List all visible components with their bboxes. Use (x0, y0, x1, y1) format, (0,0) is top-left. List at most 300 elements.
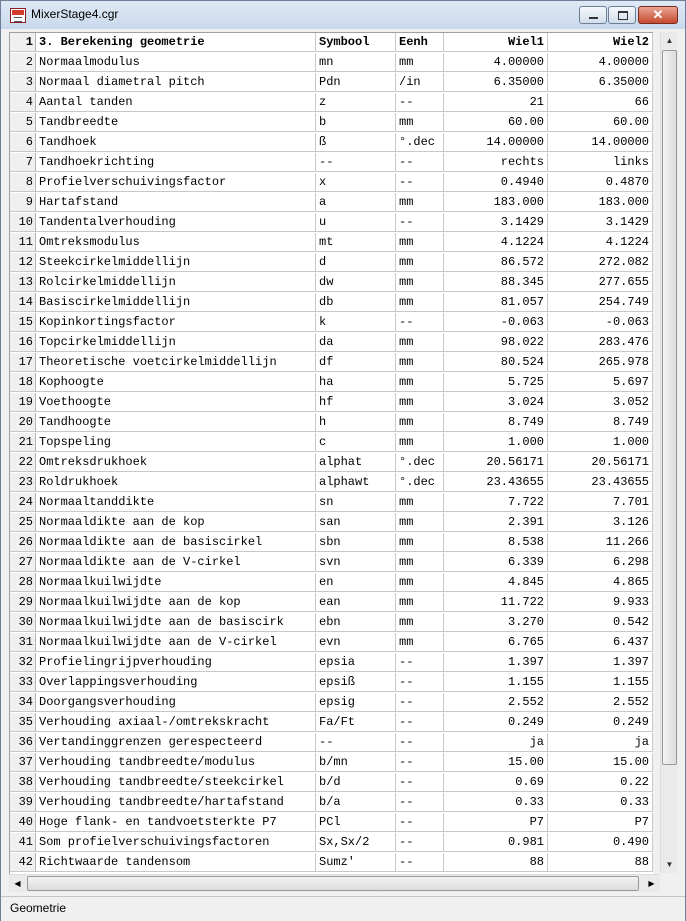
cell-unit[interactable]: mm (396, 533, 444, 552)
cell-wiel1[interactable]: 0.981 (444, 833, 548, 852)
cell-unit[interactable]: mm (396, 353, 444, 372)
data-grid[interactable] (9, 32, 653, 874)
header-unit[interactable]: Eenh (396, 33, 444, 52)
cell-wiel2[interactable]: 66 (548, 93, 653, 112)
cell-description[interactable]: Verhouding tandbreedte/hartafstand (36, 793, 316, 812)
arrow-left-icon[interactable]: ◀ (14, 879, 21, 888)
cell-symbol[interactable]: h (316, 413, 396, 432)
row-number[interactable]: 39 (10, 793, 36, 812)
cell-wiel1[interactable]: 81.057 (444, 293, 548, 312)
cell-unit[interactable]: -- (396, 713, 444, 732)
cell-symbol[interactable]: ha (316, 373, 396, 392)
cell-wiel2[interactable]: 277.655 (548, 273, 653, 292)
cell-unit[interactable]: mm (396, 193, 444, 212)
cell-description[interactable]: Topcirkelmiddellijn (36, 333, 316, 352)
row-number[interactable]: 24 (10, 493, 36, 512)
cell-description[interactable]: Overlappingsverhouding (36, 673, 316, 692)
cell-description[interactable]: Tandentalverhouding (36, 213, 316, 232)
cell-symbol[interactable]: ß (316, 133, 396, 152)
cell-symbol[interactable]: en (316, 573, 396, 592)
table-row[interactable] (10, 793, 653, 813)
cell-wiel1[interactable]: 20.56171 (444, 453, 548, 472)
cell-wiel1[interactable]: 5.725 (444, 373, 548, 392)
cell-wiel2[interactable]: 60.00 (548, 113, 653, 132)
cell-description[interactable]: Vertandinggrenzen gerespecteerd (36, 733, 316, 752)
cell-description[interactable]: Som profielverschuivingsfactoren (36, 833, 316, 852)
cell-wiel1[interactable]: 0.4940 (444, 173, 548, 192)
cell-wiel2[interactable]: links (548, 153, 653, 172)
title-bar[interactable] (1, 1, 685, 29)
cell-unit[interactable]: mm (396, 613, 444, 632)
cell-wiel2[interactable]: 1.155 (548, 673, 653, 692)
cell-symbol[interactable]: Sumz' (316, 853, 396, 872)
cell-description[interactable]: Normaaltanddikte (36, 493, 316, 512)
cell-unit[interactable]: mm (396, 413, 444, 432)
cell-wiel1[interactable]: 3.1429 (444, 213, 548, 232)
cell-description[interactable]: Normaalkuilwijdte aan de kop (36, 593, 316, 612)
cell-wiel2[interactable]: 0.22 (548, 773, 653, 792)
table-row[interactable] (10, 133, 653, 153)
cell-wiel1[interactable]: 3.024 (444, 393, 548, 412)
table-row[interactable] (10, 633, 653, 653)
cell-wiel2[interactable]: 6.298 (548, 553, 653, 572)
cell-description[interactable]: Omtreksmodulus (36, 233, 316, 252)
row-number[interactable]: 21 (10, 433, 36, 452)
cell-wiel2[interactable]: 4.1224 (548, 233, 653, 252)
table-row[interactable] (10, 373, 653, 393)
table-row[interactable] (10, 253, 653, 273)
cell-description[interactable]: Kophoogte (36, 373, 316, 392)
cell-symbol[interactable]: hf (316, 393, 396, 412)
cell-wiel2[interactable]: 1.000 (548, 433, 653, 452)
row-number[interactable]: 19 (10, 393, 36, 412)
cell-description[interactable]: Profielingrijpverhouding (36, 653, 316, 672)
vertical-scrollbar[interactable] (660, 32, 678, 873)
cell-wiel2[interactable]: 183.000 (548, 193, 653, 212)
cell-wiel2[interactable]: 14.00000 (548, 133, 653, 152)
cell-description[interactable]: Tandhoogte (36, 413, 316, 432)
cell-description[interactable]: Normaalkuilwijdte aan de basiscirk (36, 613, 316, 632)
cell-description[interactable]: Rolcirkelmiddellijn (36, 273, 316, 292)
cell-wiel1[interactable]: 1.155 (444, 673, 548, 692)
cell-wiel1[interactable]: rechts (444, 153, 548, 172)
cell-symbol[interactable]: ebn (316, 613, 396, 632)
row-number[interactable]: 27 (10, 553, 36, 572)
cell-wiel2[interactable]: 272.082 (548, 253, 653, 272)
cell-symbol[interactable]: b/d (316, 773, 396, 792)
spreadsheet-app-icon[interactable] (10, 8, 26, 23)
cell-wiel2[interactable]: 283.476 (548, 333, 653, 352)
cell-wiel2[interactable]: 9.933 (548, 593, 653, 612)
cell-description[interactable]: Verhouding axiaal-/omtrekskracht (36, 713, 316, 732)
cell-wiel1[interactable]: 183.000 (444, 193, 548, 212)
cell-symbol[interactable]: x (316, 173, 396, 192)
cell-wiel1[interactable]: 98.022 (444, 333, 548, 352)
table-row[interactable] (10, 393, 653, 413)
cell-wiel1[interactable]: 88 (444, 853, 548, 872)
cell-wiel2[interactable]: 3.052 (548, 393, 653, 412)
cell-description[interactable]: Normaaldikte aan de basiscirkel (36, 533, 316, 552)
cell-wiel1[interactable]: -0.063 (444, 313, 548, 332)
cell-description[interactable]: Basiscirkelmiddellijn (36, 293, 316, 312)
cell-symbol[interactable]: san (316, 513, 396, 532)
cell-description[interactable]: Tandbreedte (36, 113, 316, 132)
cell-wiel1[interactable]: 1.397 (444, 653, 548, 672)
cell-unit[interactable]: mm (396, 293, 444, 312)
cell-wiel2[interactable]: 0.542 (548, 613, 653, 632)
cell-wiel2[interactable]: ja (548, 733, 653, 752)
cell-description[interactable]: Voethoogte (36, 393, 316, 412)
row-number[interactable]: 37 (10, 753, 36, 772)
cell-symbol[interactable]: epsia (316, 653, 396, 672)
cell-unit[interactable]: mm (396, 253, 444, 272)
cell-description[interactable]: Aantal tanden (36, 93, 316, 112)
cell-unit[interactable]: mm (396, 593, 444, 612)
cell-symbol[interactable]: PCl (316, 813, 396, 832)
cell-description[interactable]: Kopinkortingsfactor (36, 313, 316, 332)
cell-wiel1[interactable]: 6.35000 (444, 73, 548, 92)
cell-description[interactable]: Normaalkuilwijdte (36, 573, 316, 592)
cell-symbol[interactable]: epsiß (316, 673, 396, 692)
cell-symbol[interactable]: u (316, 213, 396, 232)
cell-unit[interactable]: °.dec (396, 473, 444, 492)
row-number[interactable]: 18 (10, 373, 36, 392)
header-description[interactable]: 3. Berekening geometrie (36, 33, 316, 52)
row-number[interactable]: 41 (10, 833, 36, 852)
cell-unit[interactable]: mm (396, 433, 444, 452)
cell-wiel2[interactable]: 20.56171 (548, 453, 653, 472)
cell-wiel2[interactable]: 265.978 (548, 353, 653, 372)
cell-wiel2[interactable]: 8.749 (548, 413, 653, 432)
cell-wiel2[interactable]: 88 (548, 853, 653, 872)
table-row[interactable] (10, 853, 653, 873)
cell-wiel2[interactable]: 23.43655 (548, 473, 653, 492)
cell-unit[interactable]: -- (396, 213, 444, 232)
cell-unit[interactable]: -- (396, 853, 444, 872)
table-row[interactable] (10, 573, 653, 593)
cell-symbol[interactable]: dw (316, 273, 396, 292)
table-row[interactable] (10, 593, 653, 613)
cell-symbol[interactable]: b/a (316, 793, 396, 812)
cell-wiel1[interactable]: 88.345 (444, 273, 548, 292)
row-number[interactable]: 15 (10, 313, 36, 332)
cell-description[interactable]: Normaalmodulus (36, 53, 316, 72)
cell-description[interactable]: Richtwaarde tandensom (36, 853, 316, 872)
row-number[interactable]: 30 (10, 613, 36, 632)
cell-wiel1[interactable]: 3.270 (444, 613, 548, 632)
cell-wiel2[interactable]: -0.063 (548, 313, 653, 332)
table-row[interactable] (10, 833, 653, 853)
table-row[interactable] (10, 473, 653, 493)
cell-unit[interactable]: -- (396, 753, 444, 772)
cell-symbol[interactable]: -- (316, 733, 396, 752)
row-number[interactable]: 5 (10, 113, 36, 132)
table-row[interactable] (10, 513, 653, 533)
cell-unit[interactable]: mm (396, 493, 444, 512)
cell-wiel2[interactable]: 15.00 (548, 753, 653, 772)
row-number[interactable]: 3 (10, 73, 36, 92)
cell-description[interactable]: Tandhoekrichting (36, 153, 316, 172)
cell-description[interactable]: Normaalkuilwijdte aan de V-cirkel (36, 633, 316, 652)
cell-wiel1[interactable]: 4.00000 (444, 53, 548, 72)
header-wiel1[interactable]: Wiel1 (444, 33, 548, 52)
cell-symbol[interactable]: Sx,Sx/2 (316, 833, 396, 852)
row-number[interactable]: 38 (10, 773, 36, 792)
cell-description[interactable]: Topspeling (36, 433, 316, 452)
cell-unit[interactable]: °.dec (396, 133, 444, 152)
cell-symbol[interactable]: c (316, 433, 396, 452)
cell-unit[interactable]: mm (396, 393, 444, 412)
cell-symbol[interactable]: alphawt (316, 473, 396, 492)
table-row[interactable] (10, 653, 653, 673)
table-row[interactable] (10, 193, 653, 213)
row-number[interactable]: 12 (10, 253, 36, 272)
close-button[interactable] (638, 6, 678, 24)
cell-symbol[interactable]: da (316, 333, 396, 352)
table-row[interactable] (10, 493, 653, 513)
cell-wiel1[interactable]: 14.00000 (444, 133, 548, 152)
cell-wiel1[interactable]: 2.391 (444, 513, 548, 532)
table-row[interactable] (10, 733, 653, 753)
cell-wiel1[interactable]: 6.765 (444, 633, 548, 652)
cell-description[interactable]: Normaaldikte aan de V-cirkel (36, 553, 316, 572)
cell-unit[interactable]: -- (396, 673, 444, 692)
cell-description[interactable]: Omtreksdrukhoek (36, 453, 316, 472)
cell-unit[interactable]: mm (396, 233, 444, 252)
cell-description[interactable]: Verhouding tandbreedte/modulus (36, 753, 316, 772)
cell-wiel2[interactable]: 7.701 (548, 493, 653, 512)
cell-wiel2[interactable]: P7 (548, 813, 653, 832)
cell-wiel1[interactable]: 15.00 (444, 753, 548, 772)
cell-wiel1[interactable]: ja (444, 733, 548, 752)
row-number[interactable]: 11 (10, 233, 36, 252)
cell-wiel1[interactable]: 11.722 (444, 593, 548, 612)
row-number[interactable]: 40 (10, 813, 36, 832)
cell-wiel2[interactable]: 0.490 (548, 833, 653, 852)
table-row[interactable] (10, 813, 653, 833)
cell-wiel1[interactable]: 0.33 (444, 793, 548, 812)
row-number[interactable]: 2 (10, 53, 36, 72)
row-number[interactable]: 7 (10, 153, 36, 172)
cell-symbol[interactable]: alphat (316, 453, 396, 472)
minimize-button[interactable] (579, 6, 607, 24)
table-row[interactable] (10, 353, 653, 373)
cell-unit[interactable]: mm (396, 53, 444, 72)
cell-unit[interactable]: mm (396, 633, 444, 652)
cell-unit[interactable]: -- (396, 693, 444, 712)
table-row[interactable] (10, 73, 653, 93)
row-number[interactable]: 20 (10, 413, 36, 432)
cell-symbol[interactable]: sbn (316, 533, 396, 552)
cell-wiel2[interactable]: 0.249 (548, 713, 653, 732)
cell-unit[interactable]: mm (396, 273, 444, 292)
row-number[interactable]: 35 (10, 713, 36, 732)
row-number[interactable]: 34 (10, 693, 36, 712)
cell-unit[interactable]: -- (396, 793, 444, 812)
table-row[interactable] (10, 233, 653, 253)
table-row[interactable] (10, 313, 653, 333)
table-row[interactable] (10, 93, 653, 113)
cell-description[interactable]: Hartafstand (36, 193, 316, 212)
table-row[interactable] (10, 173, 653, 193)
cell-symbol[interactable]: evn (316, 633, 396, 652)
cell-symbol[interactable]: db (316, 293, 396, 312)
cell-description[interactable]: Verhouding tandbreedte/steekcirkel (36, 773, 316, 792)
table-row[interactable] (10, 693, 653, 713)
cell-unit[interactable]: mm (396, 333, 444, 352)
cell-wiel2[interactable]: 5.697 (548, 373, 653, 392)
header-wiel2[interactable]: Wiel2 (548, 33, 653, 52)
table-row[interactable] (10, 53, 653, 73)
header-row[interactable] (10, 33, 653, 53)
table-row[interactable] (10, 613, 653, 633)
cell-symbol[interactable]: z (316, 93, 396, 112)
row-number[interactable]: 31 (10, 633, 36, 652)
cell-wiel1[interactable]: 23.43655 (444, 473, 548, 492)
cell-wiel2[interactable]: 2.552 (548, 693, 653, 712)
cell-wiel2[interactable]: 4.865 (548, 573, 653, 592)
cell-wiel1[interactable]: 8.749 (444, 413, 548, 432)
cell-unit[interactable]: mm (396, 513, 444, 532)
cell-unit[interactable]: mm (396, 573, 444, 592)
cell-unit[interactable]: -- (396, 653, 444, 672)
cell-wiel1[interactable]: 0.249 (444, 713, 548, 732)
cell-wiel2[interactable]: 11.266 (548, 533, 653, 552)
cell-unit[interactable]: /in (396, 73, 444, 92)
table-row[interactable] (10, 333, 653, 353)
table-row[interactable] (10, 753, 653, 773)
arrow-right-icon[interactable]: ▶ (648, 879, 655, 888)
cell-wiel2[interactable]: 254.749 (548, 293, 653, 312)
row-number[interactable]: 26 (10, 533, 36, 552)
cell-symbol[interactable]: b (316, 113, 396, 132)
table-row[interactable] (10, 773, 653, 793)
maximize-button[interactable] (608, 6, 636, 24)
cell-description[interactable]: Normaal diametral pitch (36, 73, 316, 92)
table-row[interactable] (10, 713, 653, 733)
row-number[interactable]: 22 (10, 453, 36, 472)
cell-symbol[interactable]: k (316, 313, 396, 332)
cell-wiel2[interactable]: 3.1429 (548, 213, 653, 232)
cell-unit[interactable]: -- (396, 833, 444, 852)
table-row[interactable] (10, 213, 653, 233)
cell-wiel1[interactable]: P7 (444, 813, 548, 832)
cell-wiel1[interactable]: 7.722 (444, 493, 548, 512)
cell-symbol[interactable]: d (316, 253, 396, 272)
cell-wiel1[interactable]: 6.339 (444, 553, 548, 572)
row-number[interactable]: 1 (10, 33, 36, 52)
table-row[interactable] (10, 433, 653, 453)
cell-wiel1[interactable]: 60.00 (444, 113, 548, 132)
cell-wiel2[interactable]: 0.4870 (548, 173, 653, 192)
cell-symbol[interactable]: -- (316, 153, 396, 172)
cell-symbol[interactable]: epsig (316, 693, 396, 712)
cell-wiel1[interactable]: 0.69 (444, 773, 548, 792)
cell-unit[interactable]: -- (396, 153, 444, 172)
cell-description[interactable]: Roldrukhoek (36, 473, 316, 492)
row-number[interactable]: 8 (10, 173, 36, 192)
table-row[interactable] (10, 293, 653, 313)
cell-wiel1[interactable]: 1.000 (444, 433, 548, 452)
cell-unit[interactable]: -- (396, 733, 444, 752)
cell-symbol[interactable]: mt (316, 233, 396, 252)
cell-description[interactable]: Theoretische voetcirkelmiddellijn (36, 353, 316, 372)
row-number[interactable]: 23 (10, 473, 36, 492)
cell-unit[interactable]: -- (396, 773, 444, 792)
cell-wiel1[interactable]: 21 (444, 93, 548, 112)
header-symbol[interactable]: Symbool (316, 33, 396, 52)
cell-wiel2[interactable]: 3.126 (548, 513, 653, 532)
table-row[interactable] (10, 453, 653, 473)
cell-description[interactable]: Steekcirkelmiddellijn (36, 253, 316, 272)
cell-symbol[interactable]: b/mn (316, 753, 396, 772)
cell-wiel2[interactable]: 6.35000 (548, 73, 653, 92)
cell-symbol[interactable]: sn (316, 493, 396, 512)
cell-wiel1[interactable]: 2.552 (444, 693, 548, 712)
table-row[interactable] (10, 413, 653, 433)
row-number[interactable]: 13 (10, 273, 36, 292)
cell-symbol[interactable]: svn (316, 553, 396, 572)
cell-unit[interactable]: mm (396, 373, 444, 392)
cell-unit[interactable]: mm (396, 113, 444, 132)
cell-unit[interactable]: -- (396, 173, 444, 192)
cell-wiel1[interactable]: 8.538 (444, 533, 548, 552)
cell-symbol[interactable]: df (316, 353, 396, 372)
cell-wiel2[interactable]: 0.33 (548, 793, 653, 812)
row-number[interactable]: 9 (10, 193, 36, 212)
cell-wiel1[interactable]: 80.524 (444, 353, 548, 372)
table-row[interactable] (10, 673, 653, 693)
cell-symbol[interactable]: mn (316, 53, 396, 72)
cell-wiel1[interactable]: 86.572 (444, 253, 548, 272)
cell-wiel2[interactable]: 1.397 (548, 653, 653, 672)
row-number[interactable]: 17 (10, 353, 36, 372)
table-row[interactable] (10, 153, 653, 173)
arrow-up-icon[interactable]: ▲ (665, 36, 674, 45)
row-number[interactable]: 6 (10, 133, 36, 152)
row-number[interactable]: 36 (10, 733, 36, 752)
row-number[interactable]: 25 (10, 513, 36, 532)
row-number[interactable]: 16 (10, 333, 36, 352)
cell-unit[interactable]: -- (396, 813, 444, 832)
cell-symbol[interactable]: ean (316, 593, 396, 612)
cell-symbol[interactable]: Pdn (316, 73, 396, 92)
cell-unit[interactable]: °.dec (396, 453, 444, 472)
table-row[interactable] (10, 553, 653, 573)
cell-description[interactable]: Profielverschuivingsfactor (36, 173, 316, 192)
cell-symbol[interactable]: a (316, 193, 396, 212)
table-row[interactable] (10, 113, 653, 133)
table-row[interactable] (10, 273, 653, 293)
cell-wiel1[interactable]: 4.1224 (444, 233, 548, 252)
row-number[interactable]: 42 (10, 853, 36, 872)
arrow-down-icon[interactable]: ▼ (665, 860, 674, 869)
row-number[interactable]: 4 (10, 93, 36, 112)
cell-wiel2[interactable]: 6.437 (548, 633, 653, 652)
horizontal-scroll-thumb[interactable] (27, 876, 639, 891)
table-row[interactable] (10, 533, 653, 553)
cell-unit[interactable]: mm (396, 553, 444, 572)
cell-symbol[interactable]: Fa/Ft (316, 713, 396, 732)
horizontal-scrollbar[interactable] (9, 874, 660, 892)
cell-wiel2[interactable]: 4.00000 (548, 53, 653, 72)
row-number[interactable]: 33 (10, 673, 36, 692)
row-number[interactable]: 28 (10, 573, 36, 592)
cell-unit[interactable]: -- (396, 93, 444, 112)
row-number[interactable]: 29 (10, 593, 36, 612)
row-number[interactable]: 14 (10, 293, 36, 312)
cell-unit[interactable]: -- (396, 313, 444, 332)
